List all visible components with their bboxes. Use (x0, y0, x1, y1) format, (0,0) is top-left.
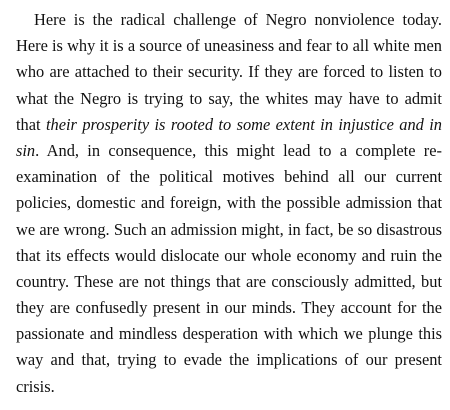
text-run: what the Negro is trying to say, the whites may have to admit (16, 88, 442, 108)
text-run: country. These are not things that are consciously admitted, but (16, 271, 442, 291)
text-line (16, 347, 442, 373)
text-line (16, 295, 442, 321)
text-run: . And, in consequence, this might lead to a complete re- (35, 140, 442, 160)
text-line (16, 164, 442, 190)
text-run: policies, domestic and foreign, with the possible admission that (16, 193, 442, 213)
italic-text-run: sin (16, 140, 36, 160)
text-run: examination of the political motives behind all our current (16, 167, 442, 187)
text-line (16, 217, 442, 243)
text-line (16, 269, 442, 295)
text-line (16, 190, 442, 216)
text-line (16, 112, 442, 138)
text-run: they are confusedly present in our minds. They account for the (16, 298, 442, 318)
text-run: Here is why it is a source of uneasiness and fear to all white men (16, 36, 442, 56)
text-run: who are attached to their security. If they are forced to listen to (16, 62, 442, 82)
text-line (16, 33, 442, 59)
italic-text-run: their prosperity is rooted to some extent in injustice and in (45, 114, 442, 134)
text-run: crisis. (16, 376, 55, 396)
text-line (16, 138, 442, 164)
text-run: way and that, trying to evade the implications of our present (16, 350, 442, 370)
text-line (16, 7, 442, 33)
paragraph (16, 7, 442, 400)
text-run: we are wrong. Such an admission might, in fact, be so disastrous (16, 219, 442, 239)
text-line (16, 86, 442, 112)
text-line (16, 59, 442, 85)
text-run: that its effects would dislocate our whole economy and ruin the (16, 245, 442, 265)
text-line (16, 243, 442, 269)
text-line (16, 374, 442, 400)
text-line (16, 321, 442, 347)
text-run: that (16, 114, 46, 134)
text-run: passionate and mindless desperation with which we plunge this (16, 324, 442, 344)
text-run: Here is the radical challenge of Negro nonviolence today. (34, 10, 442, 29)
